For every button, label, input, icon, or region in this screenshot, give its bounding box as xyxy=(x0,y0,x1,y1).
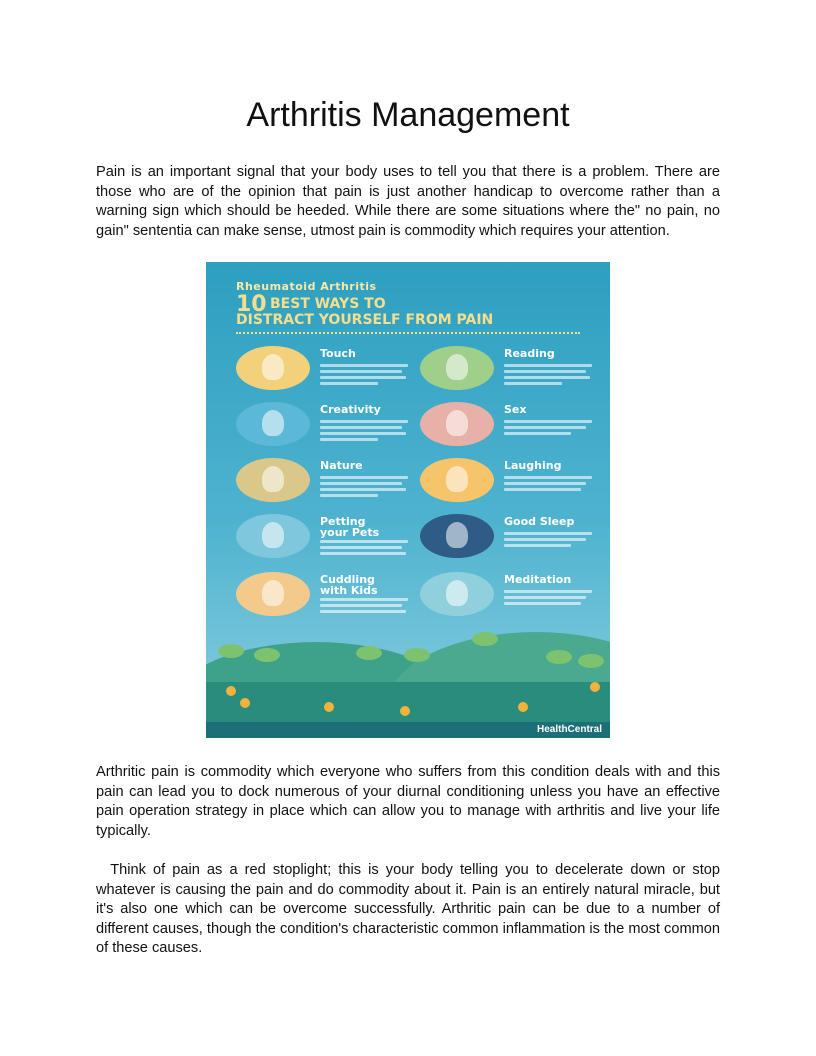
item-description xyxy=(320,476,416,502)
item-title: Creativity xyxy=(320,403,381,416)
page-title: Arthritis Management xyxy=(246,96,570,134)
infographic-item xyxy=(420,572,610,620)
item-description xyxy=(504,476,600,502)
nature-illustration-icon xyxy=(236,458,310,502)
arthritis-infographic xyxy=(206,262,610,738)
sex-illustration-icon xyxy=(420,402,494,446)
item-description xyxy=(504,590,600,616)
item-description xyxy=(320,420,416,446)
cuddling-illustration-icon xyxy=(236,572,310,616)
item-title: Petting your Pets xyxy=(320,515,380,539)
pets-illustration-icon xyxy=(236,514,310,558)
flower-icon xyxy=(226,686,236,696)
infographic-item xyxy=(420,402,610,450)
infographic-number: 10 xyxy=(236,292,267,317)
touch-illustration-icon xyxy=(236,346,310,390)
infographic-item xyxy=(420,514,610,562)
tree-icon xyxy=(546,650,572,664)
tree-icon xyxy=(356,646,382,660)
flower-icon xyxy=(518,702,528,712)
meditation-illustration-icon xyxy=(420,572,494,616)
item-title: Meditation xyxy=(504,573,572,586)
item-title: Sex xyxy=(504,403,527,416)
body-paragraph-3: Think of pain as a red stoplight; this is your body telling you to decelerate down or stop whatever is causing the pain and do commodity about it. Pain is an entirely natural miracle, but it's also one which can be overcome successfully. Arthritic pain can be due to a number of different causes, though the condition's characteristic common inflammation is the most common of these causes. xyxy=(96,862,725,956)
item-description xyxy=(320,540,416,566)
tree-icon xyxy=(254,648,280,662)
flower-icon xyxy=(400,706,410,716)
item-title: Nature xyxy=(320,459,363,472)
item-description xyxy=(320,364,416,390)
brand-logo: HealthCentral xyxy=(536,724,602,735)
tree-icon xyxy=(404,648,430,662)
tree-icon xyxy=(218,644,244,658)
laughing-illustration-icon xyxy=(420,458,494,502)
infographic-item xyxy=(420,458,610,506)
flower-icon xyxy=(324,702,334,712)
infographic-item xyxy=(236,572,426,620)
infographic-heading-line1: BEST WAYS TO xyxy=(270,296,386,312)
infographic-item xyxy=(236,458,426,506)
tree-icon xyxy=(472,632,498,646)
infographic-heading-line2: DISTRACT YOURSELF FROM PAIN xyxy=(236,312,494,328)
item-title: Reading xyxy=(504,347,555,360)
infographic-item xyxy=(420,346,610,394)
item-title: Good Sleep xyxy=(504,515,575,528)
infographic-item xyxy=(236,402,426,450)
item-description xyxy=(504,420,600,446)
item-description xyxy=(504,532,600,558)
body-paragraph-2: Arthritic pain is commodity which everyone who suffers from this condition deals with and this pain can lead you to dock numerous of your diurnal conditioning unless you have an effective pain operation strategy in place which can allow you to manage with arthritis and live your life typically. xyxy=(96,764,720,839)
flower-icon xyxy=(590,682,600,692)
item-title: Touch xyxy=(320,347,356,360)
reading-illustration-icon xyxy=(420,346,494,390)
flower-icon xyxy=(240,698,250,708)
sleep-illustration-icon xyxy=(420,514,494,558)
item-description xyxy=(320,598,416,624)
item-title: Laughing xyxy=(504,459,562,472)
dotted-divider xyxy=(236,332,580,334)
intro-paragraph: Pain is an important signal that your body uses to tell you that there is a problem. There are those who are of the opinion that pain is just another handicap to overcome rather than a warning sign which should be heeded. While there are some situations where the" no pain, no gain" sententia can make sense, utmost pain is commodity which requires your attention. xyxy=(96,164,720,239)
infographic-subtitle: Rheumatoid Arthritis xyxy=(236,280,377,293)
infographic-item xyxy=(236,346,426,394)
tree-icon xyxy=(578,654,604,668)
item-description xyxy=(504,364,600,390)
item-title: Cuddling with Kids xyxy=(320,573,378,597)
infographic-item xyxy=(236,514,426,562)
creativity-illustration-icon xyxy=(236,402,310,446)
